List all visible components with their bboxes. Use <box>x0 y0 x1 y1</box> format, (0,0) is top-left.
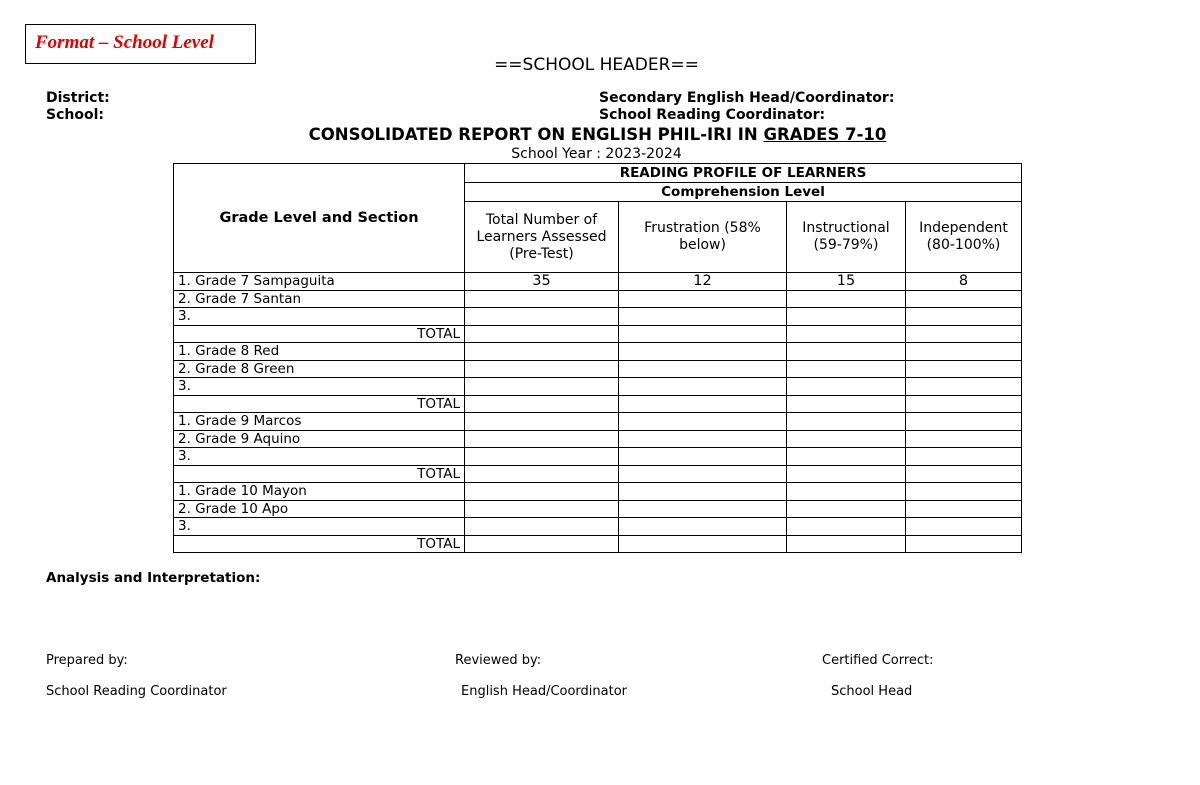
independent-cell <box>906 483 1022 501</box>
independent-header: Independent (80-100%) <box>906 202 1022 273</box>
total-learners-cell <box>465 360 619 378</box>
instructional-cell <box>787 360 906 378</box>
independent-cell <box>906 430 1022 448</box>
total-learners-cell <box>465 325 619 343</box>
instructional-cell <box>787 325 906 343</box>
frustration-cell <box>619 483 787 501</box>
total-learners-cell <box>465 430 619 448</box>
district-label: District: <box>46 90 110 106</box>
instructional-cell <box>787 430 906 448</box>
school-header: ==SCHOOL HEADER== <box>494 55 699 75</box>
total-learners-cell <box>465 413 619 431</box>
table-row <box>174 273 1022 291</box>
report-title-grades: GRADES 7-10 <box>763 125 887 144</box>
frustration-header: Frustration (58% below) <box>619 202 787 273</box>
table-row <box>174 360 1022 378</box>
independent-cell <box>906 325 1022 343</box>
school-label: School: <box>46 107 104 123</box>
instructional-cell <box>787 535 906 553</box>
total-learners-cell <box>465 535 619 553</box>
table-row <box>174 448 1022 466</box>
total-label-cell: TOTAL <box>174 325 465 343</box>
frustration-cell <box>619 290 787 308</box>
analysis-label: Analysis and Interpretation: <box>46 570 261 586</box>
total-learners-cell <box>465 465 619 483</box>
independent-cell: 8 <box>906 273 1022 291</box>
frustration-cell <box>619 308 787 326</box>
section-cell: 2. Grade 9 Aquino <box>174 430 465 448</box>
certified-correct-label: Certified Correct: <box>822 653 934 668</box>
independent-cell <box>906 308 1022 326</box>
section-cell: 1. Grade 7 Sampaguita <box>174 273 465 291</box>
prepared-by-label: Prepared by: <box>46 653 128 668</box>
total-label-cell: TOTAL <box>174 465 465 483</box>
table-row <box>174 518 1022 536</box>
frustration-cell <box>619 518 787 536</box>
total-learners-cell <box>465 290 619 308</box>
prepared-role: School Reading Coordinator <box>46 684 227 699</box>
total-learners-cell <box>465 343 619 361</box>
reviewed-role: English Head/Coordinator <box>461 684 628 699</box>
total-label-cell: TOTAL <box>174 535 465 553</box>
reading-coordinator-label: School Reading Coordinator: <box>599 107 826 123</box>
instructional-cell <box>787 500 906 518</box>
total-learners-cell <box>465 483 619 501</box>
table-row <box>174 308 1022 326</box>
section-cell: 3. <box>174 518 465 536</box>
independent-cell <box>906 290 1022 308</box>
total-learners-cell <box>465 308 619 326</box>
table-row <box>174 500 1022 518</box>
section-cell: 1. Grade 9 Marcos <box>174 413 465 431</box>
independent-cell <box>906 343 1022 361</box>
frustration-cell <box>619 500 787 518</box>
frustration-cell <box>619 465 787 483</box>
independent-cell <box>906 378 1022 396</box>
independent-cell <box>906 395 1022 413</box>
table-row <box>174 483 1022 501</box>
instructional-header: Instructional (59-79%) <box>787 202 906 273</box>
reviewed-by-label: Reviewed by: <box>455 653 542 668</box>
total-row <box>174 535 1022 553</box>
instructional-cell <box>787 413 906 431</box>
total-learners-cell <box>465 500 619 518</box>
report-title <box>0 125 1195 144</box>
total-row <box>174 395 1022 413</box>
instructional-cell: 15 <box>787 273 906 291</box>
independent-cell <box>906 535 1022 553</box>
frustration-cell <box>619 413 787 431</box>
frustration-cell <box>619 535 787 553</box>
instructional-cell <box>787 448 906 466</box>
instructional-cell <box>787 378 906 396</box>
frustration-cell <box>619 395 787 413</box>
section-cell: 3. <box>174 308 465 326</box>
total-label-cell: TOTAL <box>174 395 465 413</box>
table-row <box>174 290 1022 308</box>
independent-cell <box>906 500 1022 518</box>
section-cell: 2. Grade 8 Green <box>174 360 465 378</box>
reading-profile-header: READING PROFILE OF LEARNERS <box>465 164 1022 183</box>
section-cell: 1. Grade 10 Mayon <box>174 483 465 501</box>
frustration-cell <box>619 430 787 448</box>
reading-profile-table <box>173 163 1022 553</box>
section-cell: 1. Grade 8 Red <box>174 343 465 361</box>
total-learners-cell <box>465 395 619 413</box>
total-row <box>174 325 1022 343</box>
section-cell: 2. Grade 10 Apo <box>174 500 465 518</box>
independent-cell <box>906 465 1022 483</box>
instructional-cell <box>787 343 906 361</box>
independent-cell <box>906 518 1022 536</box>
frustration-cell <box>619 378 787 396</box>
table-row <box>174 378 1022 396</box>
frustration-cell <box>619 360 787 378</box>
frustration-cell <box>619 448 787 466</box>
instructional-cell <box>787 290 906 308</box>
instructional-cell <box>787 518 906 536</box>
instructional-cell <box>787 308 906 326</box>
comprehension-level-header: Comprehension Level <box>465 183 1022 202</box>
independent-cell <box>906 413 1022 431</box>
report-title-prefix: CONSOLIDATED REPORT ON ENGLISH PHIL-IRI IN <box>308 125 764 144</box>
table-row <box>174 430 1022 448</box>
certified-role: School Head <box>831 684 913 699</box>
section-cell: 3. <box>174 448 465 466</box>
school-year: School Year : 2023-2024 <box>511 146 682 162</box>
secondary-head-label: Secondary English Head/Coordinator: <box>599 90 895 106</box>
instructional-cell <box>787 465 906 483</box>
total-learners-cell: 35 <box>465 273 619 291</box>
grade-level-header: Grade Level and Section <box>174 164 465 273</box>
independent-cell <box>906 448 1022 466</box>
section-cell: 3. <box>174 378 465 396</box>
total-learners-cell <box>465 448 619 466</box>
section-cell: 2. Grade 7 Santan <box>174 290 465 308</box>
frustration-cell <box>619 325 787 343</box>
total-learners-cell <box>465 518 619 536</box>
frustration-cell <box>619 343 787 361</box>
table-row <box>174 413 1022 431</box>
instructional-cell <box>787 483 906 501</box>
total-row <box>174 465 1022 483</box>
frustration-cell: 12 <box>619 273 787 291</box>
format-label: Format – School Level <box>35 32 214 53</box>
total-learners-header: Total Number of Learners Assessed (Pre-Test) <box>465 202 619 273</box>
table-row <box>174 343 1022 361</box>
independent-cell <box>906 360 1022 378</box>
total-learners-cell <box>465 378 619 396</box>
instructional-cell <box>787 395 906 413</box>
